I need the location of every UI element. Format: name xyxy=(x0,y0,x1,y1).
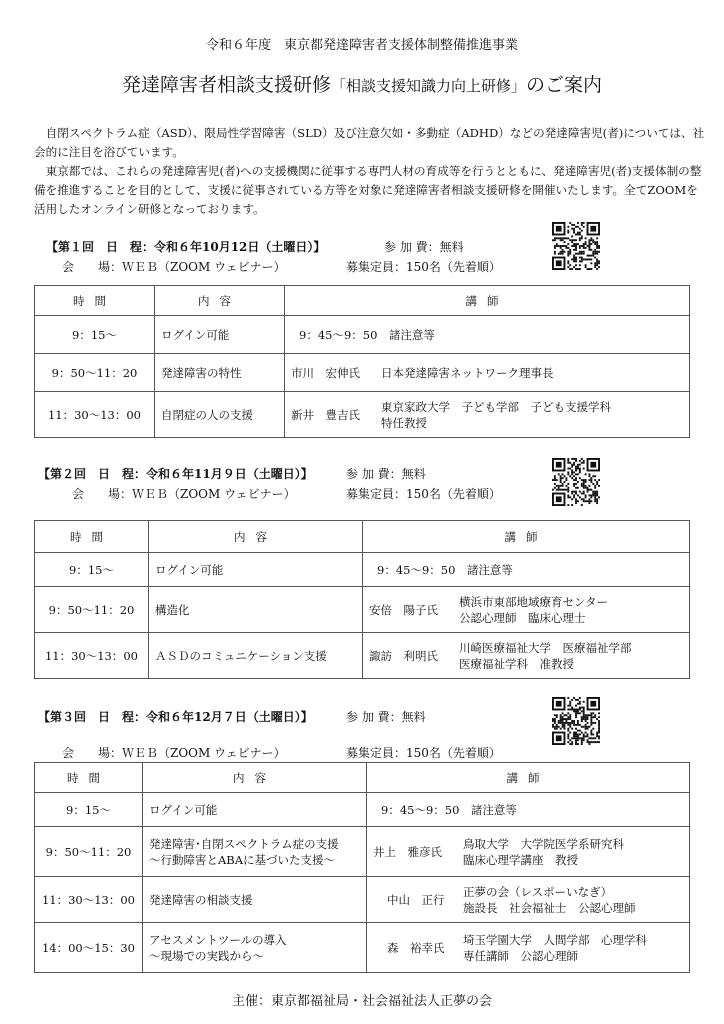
lecturer-title: 公認心理師 臨床心理士 xyxy=(459,610,586,625)
lecturer-affiliation: 鳥取大学 大学院医学系研究科 xyxy=(463,836,624,851)
session1-venue: 会 場：ＷＥＢ（ZOOM ウェビナー） xyxy=(62,260,286,274)
program-line: 令和６年度 東京都発達障害者支援体制整備推進事業 xyxy=(205,38,518,53)
session2-date: 【第２回 日 程：令和６年11月９日（土曜日）】 xyxy=(38,467,313,481)
table-row xyxy=(35,793,690,827)
table-row xyxy=(35,827,690,877)
header-time: 時間 xyxy=(35,286,155,316)
qr-code-icon[interactable] xyxy=(552,222,600,270)
session3-date: 【第３回 日 程：令和６年12月７日（土曜日）】 xyxy=(38,710,313,724)
lecturer-affiliation: 川崎医療福祉大学 医療福祉学部 xyxy=(459,640,632,655)
lecturer-affiliation: 正夢の会（レスポーいなぎ） xyxy=(463,884,613,899)
row-time: 9：50〜11：20 xyxy=(35,587,149,633)
session1-fee: 参 加 費：無料 xyxy=(384,240,464,254)
session1-capacity: 募集定員：150名（先着順） xyxy=(346,260,501,274)
lecturer-affiliation: 埼玉学園大学 人間学部 心理学科 xyxy=(463,932,647,947)
row-note: 9：45〜9：50 諸注意等 xyxy=(367,793,690,827)
lecturer-title: 専任講師 公認心理師 xyxy=(463,948,578,963)
header-content: 内容 xyxy=(143,763,367,793)
row-time: 9：15〜 xyxy=(35,793,143,827)
title-tail: のご案内 xyxy=(526,74,603,96)
row-time: 11：30〜13：00 xyxy=(35,392,155,438)
title-main: 発達障害者相談支援研修 xyxy=(121,74,331,96)
row-content-sub: 〜現場での実践から〜 xyxy=(149,948,264,963)
lecturer-title: 臨床心理学講座 教授 xyxy=(463,852,578,867)
table-row xyxy=(35,633,690,679)
table-row xyxy=(35,354,690,392)
row-content: アセスメントツールの導入 xyxy=(149,932,287,947)
intro-paragraph-1: 自閉スペクトラム症（ASD）、限局性学習障害（SLD）及び注意欠如・多動症（ADHD）などの発達障害児(者)については、社会的に注目を浴びています。 xyxy=(34,126,705,159)
lecturer-name: 井上 雅彦氏 xyxy=(373,844,442,859)
header-lecturer: 講師 xyxy=(363,521,690,553)
table-row xyxy=(35,553,690,587)
table-row xyxy=(35,923,690,973)
qr-code-icon[interactable] xyxy=(552,697,600,745)
lecturer-name: 中山 正行 xyxy=(387,892,445,907)
row-content: 発達障害･自閉スペクトラム症の支援 xyxy=(149,836,339,851)
row-time: 14：00〜15：30 xyxy=(35,923,143,973)
row-content: 発達障害の特性 xyxy=(155,354,285,392)
session2-table xyxy=(34,520,690,679)
lecturer-affiliation: 東京家政大学 子ども学部 子ども支援学科 xyxy=(381,399,611,414)
session2-capacity: 募集定員：150名（先着順） xyxy=(346,487,501,501)
row-content: 構造化 xyxy=(149,587,363,633)
session3-capacity: 募集定員：150名（先着順） xyxy=(346,746,501,760)
row-note: 9：45〜9：50 諸注意等 xyxy=(363,553,690,587)
header-content: 内容 xyxy=(155,286,285,316)
table-row xyxy=(35,392,690,438)
lecturer-affiliation: 横浜市東部地域療育センター xyxy=(459,594,609,609)
lecturer-name: 市川 宏伸氏 xyxy=(291,366,360,380)
header-time: 時間 xyxy=(35,763,143,793)
row-note: 9：45〜9：50 諸注意等 xyxy=(285,316,690,354)
table-row xyxy=(35,316,690,354)
row-time: 9：15〜 xyxy=(35,553,149,587)
row-content-sub: 〜行動障害とABAに基づいた支援〜 xyxy=(149,852,336,867)
session3-venue: 会 場：ＷＥＢ（ZOOM ウェビナー） xyxy=(62,746,286,760)
session3-fee: 参 加 費：無料 xyxy=(346,710,426,724)
lecturer-name: 安倍 陽子氏 xyxy=(369,602,438,617)
lecturer-title: 医療福祉学科 准教授 xyxy=(459,656,574,671)
row-content: 自閉症の人の支援 xyxy=(155,392,285,438)
session3-table xyxy=(34,762,690,973)
lecturer-title: 施設長 社会福祉士 公認心理師 xyxy=(463,900,636,915)
lecturer-name: 新井 豊吉氏 xyxy=(291,407,360,422)
session2-fee: 参 加 費：無料 xyxy=(346,467,426,481)
intro-text xyxy=(34,124,706,219)
row-content: 発達障害の相談支援 xyxy=(143,877,367,923)
title-sub: 「相談支援知識力向上研修」 xyxy=(330,77,526,95)
qr-code-icon[interactable] xyxy=(552,458,600,506)
row-content: ログイン可能 xyxy=(149,553,363,587)
row-content: ＡＳＤのコミュニケーション支援 xyxy=(149,633,363,679)
row-content: ログイン可能 xyxy=(143,793,367,827)
header-content: 内容 xyxy=(149,521,363,553)
table-row xyxy=(35,587,690,633)
lecturer-title: 特任教授 xyxy=(381,415,427,430)
row-time: 9：50〜11：20 xyxy=(35,827,143,877)
table-row xyxy=(35,877,690,923)
session1-table xyxy=(34,285,690,438)
intro-paragraph-2: 東京都では、これらの発達障害児(者)への支援機関に従事する専門人材の育成等を行うとともに、発達障害児(者)支援体制の整備を推進することを目的として、支援に従事されている方等を対象に発達障害者相談支援研修を開催いたします。全てZOOMを活用したオンライン研修となっております。 xyxy=(34,164,702,216)
row-content: ログイン可能 xyxy=(155,316,285,354)
page-title xyxy=(0,70,724,97)
lecturer-affiliation: 日本発達障害ネットワーク理事長 xyxy=(381,366,554,380)
header-lecturer: 講師 xyxy=(367,763,690,793)
row-time: 11：30〜13：00 xyxy=(35,633,149,679)
organizer: 主催：東京都福祉局・社会福祉法人正夢の会 xyxy=(231,994,492,1009)
lecturer-name: 森 裕幸氏 xyxy=(387,940,445,955)
row-time: 9：50〜11：20 xyxy=(35,354,155,392)
session2-venue: 会 場：ＷＥＢ（ZOOM ウェビナー） xyxy=(72,487,296,501)
row-time: 9：15〜 xyxy=(35,316,155,354)
header-lecturer: 講師 xyxy=(285,286,690,316)
row-time: 11：30〜13：00 xyxy=(35,877,143,923)
lecturer-name: 諏訪 利明氏 xyxy=(369,648,438,663)
header-time: 時間 xyxy=(35,521,149,553)
session1-date: 【第１回 日 程：令和６年10月12日（土曜日）】 xyxy=(46,240,326,254)
